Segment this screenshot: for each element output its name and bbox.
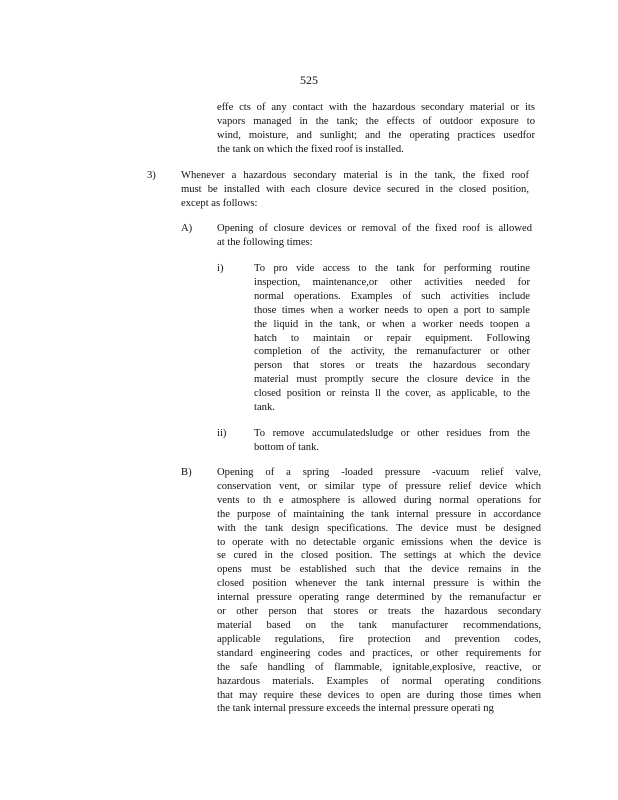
page-number: 525 bbox=[300, 73, 318, 87]
text-line: the tank internal pressure exceeds the internal pressure operati ng bbox=[217, 703, 494, 715]
text-line: at the following times: bbox=[217, 236, 313, 248]
item-A-ii-paragraph bbox=[254, 427, 530, 455]
text-line: Opening of closure devices or removal of the fixed roof is allowed bbox=[217, 223, 532, 234]
text-line: vapors managed in the tank; the effects of outdoor exposure to bbox=[217, 115, 535, 127]
item-A-i-paragraph bbox=[254, 262, 530, 415]
text-line: completion of the activity, the remanufacturer or other bbox=[254, 346, 530, 358]
text-line: internal pressure operating range determined by the remanufactur er bbox=[217, 592, 541, 604]
text-line: effe cts of any contact with the hazardous secondary material or its bbox=[217, 102, 535, 113]
text-line: material must promptly secure the closure device in the bbox=[254, 374, 530, 386]
text-line: se cured in the closed position. The settings at which the device bbox=[217, 550, 541, 562]
item-B-label: B) bbox=[181, 467, 192, 478]
item-A-i-label: i) bbox=[217, 263, 224, 274]
text-line: closed position whenever the tank internal pressure is within the bbox=[217, 578, 541, 590]
text-line: that may require these devices to open are during those times when bbox=[217, 689, 541, 701]
text-line: or other person that stores or treats the hazardous secondary bbox=[217, 606, 541, 618]
text-line: person that stores or treats the hazardous secondary bbox=[254, 360, 530, 372]
text-line: normal operations. Examples of such activities include bbox=[254, 290, 530, 302]
intro-paragraph bbox=[217, 101, 535, 157]
text-line: to operate with no detectable organic emissions when the device is bbox=[217, 536, 541, 548]
item-3-label: 3) bbox=[147, 170, 156, 181]
text-line: conservation vent, or similar type of pressure relief device which bbox=[217, 480, 541, 492]
item-A-paragraph bbox=[217, 222, 532, 250]
text-line: the tank on which the fixed roof is installed. bbox=[217, 143, 404, 155]
text-line: standard engineering codes and practices, or other requirements for bbox=[217, 647, 541, 659]
text-line: wind, moisture, and sunlight; and the operating practices usedfor bbox=[217, 129, 535, 141]
text-line: except as follows: bbox=[181, 197, 258, 209]
item-B-paragraph bbox=[217, 466, 541, 716]
text-line: tank. bbox=[254, 402, 275, 414]
text-line: the liquid in the tank, or when a worker needs toopen a bbox=[254, 318, 530, 330]
text-line: Opening of a spring -loaded pressure -vacuum relief valve, bbox=[217, 467, 541, 478]
text-line: opens must be established such that the device remains in the bbox=[217, 564, 541, 576]
text-line: applicable regulations, fire protection and prevention codes, bbox=[217, 633, 541, 645]
text-line: those times when a worker needs to open a port to sample bbox=[254, 304, 530, 316]
text-line: To pro vide access to the tank for performing routine bbox=[254, 263, 530, 274]
item-3-paragraph bbox=[181, 169, 529, 211]
text-line: with the tank design specifications. The device must be designed bbox=[217, 522, 541, 534]
text-line: closed position or reinsta ll the cover, as applicable, to the bbox=[254, 388, 530, 400]
text-line: inspection, maintenance,or other activities needed for bbox=[254, 276, 530, 288]
text-line: vents to th e atmosphere is allowed during normal operations for bbox=[217, 494, 541, 506]
text-line: material based on the tank manufacturer recommendations, bbox=[217, 619, 541, 631]
text-line: hatch to maintain or repair equipment. Following bbox=[254, 332, 530, 344]
text-line: the safe handling of flammable, ignitable,explosive, reactive, or bbox=[217, 661, 541, 673]
text-line: must be installed with each closure device secured in the closed position, bbox=[181, 183, 529, 195]
item-A-label: A) bbox=[181, 223, 193, 234]
text-line: bottom of tank. bbox=[254, 441, 320, 453]
text-line: Whenever a hazardous secondary material is in the tank, the fixed roof bbox=[181, 170, 529, 181]
text-line: To remove accumulatedsludge or other residues from the bbox=[254, 428, 530, 439]
text-line: the purpose of maintaining the tank internal pressure in accordance bbox=[217, 508, 541, 520]
text-line: hazardous materials. Examples of normal operating conditions bbox=[217, 675, 541, 687]
item-A-ii-label: ii) bbox=[217, 428, 227, 439]
